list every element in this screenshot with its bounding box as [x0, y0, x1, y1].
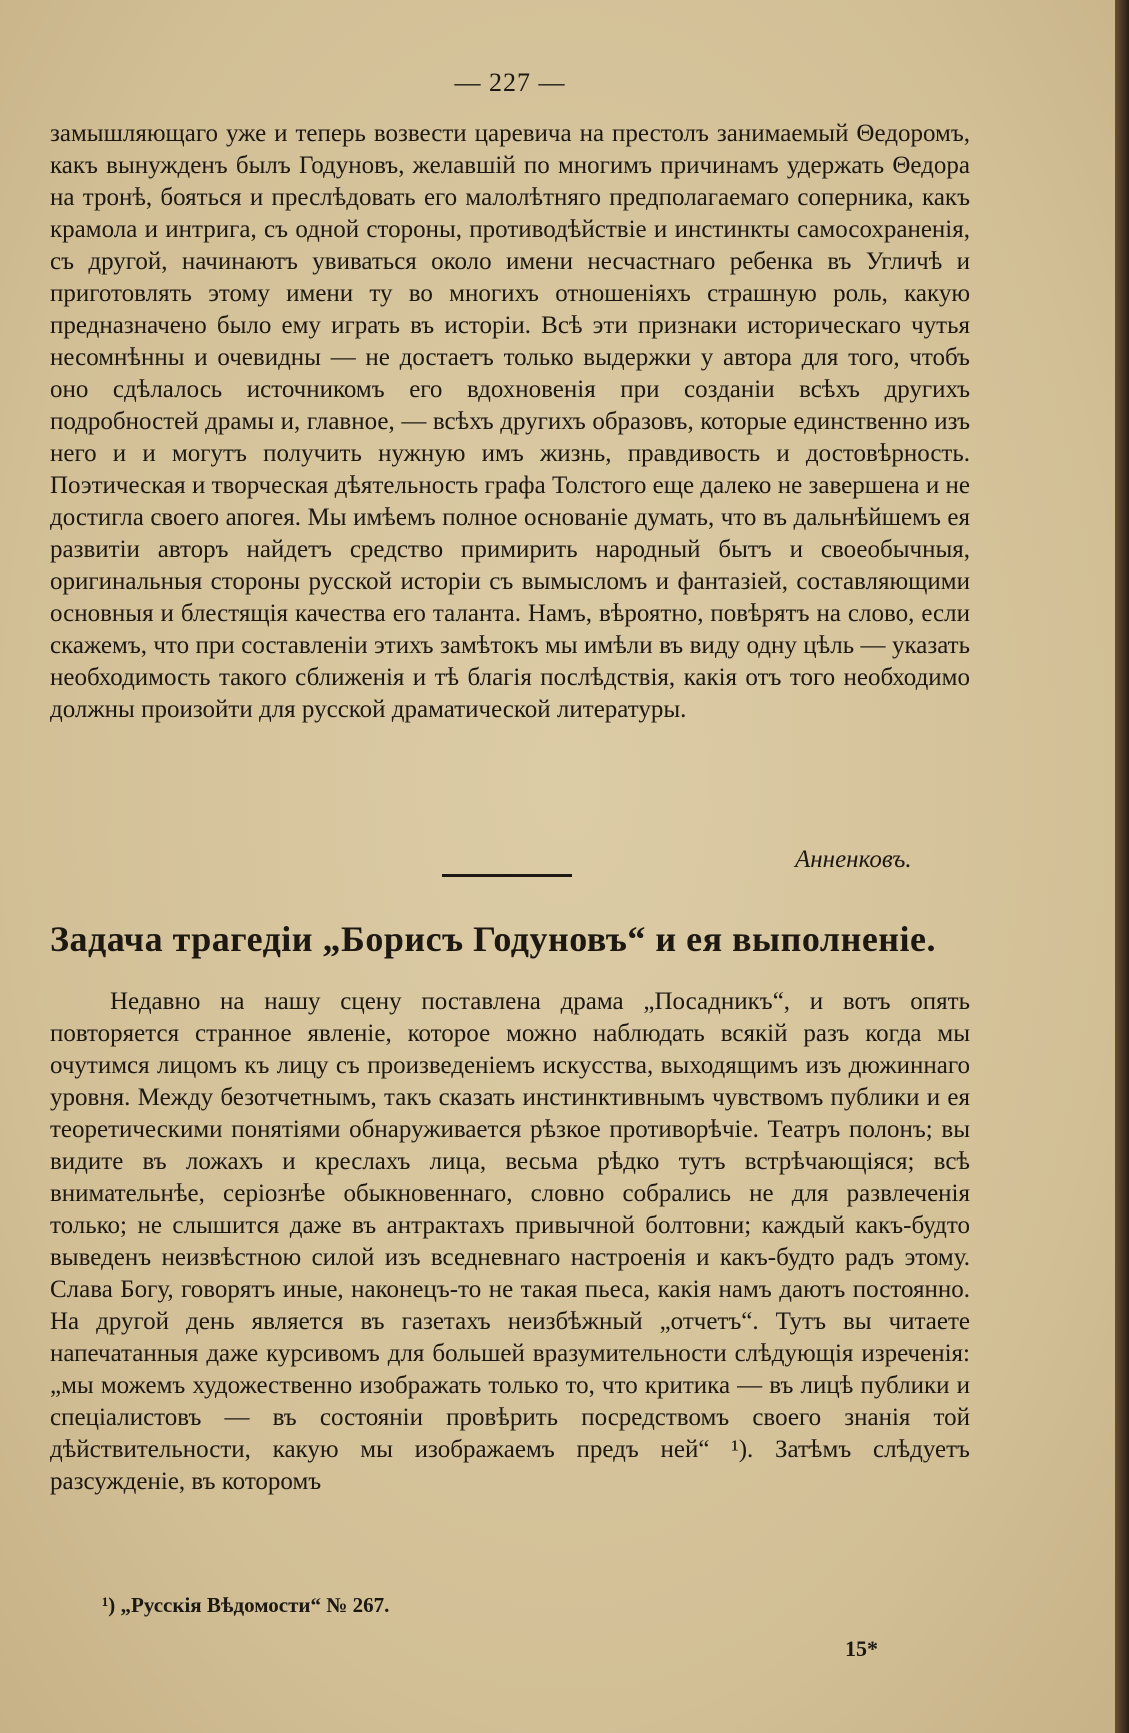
page-number: — 227 —	[454, 68, 566, 97]
paragraph-continuation: замышляющаго уже и теперь возвести царевича на престолъ занимаемый Θедоромъ, какъ вынужденъ былъ Годуновъ, желавшій по многимъ причинамъ удержать Θедора на тронѣ, бояться и преслѣдовать его малолѣтняго предполагаемаго соперника, какъ крамола и интрига, съ одной стороны, противодѣйствіе и инстинкты самосохраненія, съ другой, начинаютъ увиваться около имени несчастнаго ребенка въ Угличѣ и приготовлять этому имени ту во многихъ отношеніяхъ страшную роль, какую предназначено было ему играть въ исторіи. Всѣ эти признаки историческаго чутья несомнѣнны и очевидны — не достаетъ только выдержки у автора для того, чтобъ оно сдѣлалось источникомъ его вдохновенія при созданіи всѣхъ другихъ подробностей драмы и, главное, — всѣхъ другихъ образовъ, которые единственно изъ него и и могутъ получить нужную имъ жизнь, правдивость и достовѣрность. Поэтическая и творческая дѣятельность графа Толстого еще далеко не завершена и не достигла своего апогея. Мы имѣемъ полное основаніе думать, что въ дальнѣйшемъ ея развитіи авторъ найдетъ средство примирить народный бытъ и своеобычныя, оригинальныя стороны русской исторіи съ вымысломъ и фантазіей, составляющими основныя и блестящія качества его таланта. Намъ, вѣроятно, повѣрятъ на слово, если скажемъ, что при составленіи этихъ замѣтокъ мы имѣли въ виду одну цѣль — указать необходимость такого сближенія и тѣ благія послѣдствія, какія отъ того необходимо должны произойти для русской драматической литературы.	[50, 120, 970, 723]
printer-signature-mark: 15*	[845, 1636, 878, 1661]
section-heading: Задача трагедіи „Борисъ Годуновъ“ и ея выполненіе.	[50, 919, 937, 959]
section-divider	[442, 874, 572, 877]
paragraph-section: Недавно на нашу сцену поставлена драма „Посадникъ“, и вотъ опять повторяется странное явленіе, которое можно наблюдать всякій разъ когда мы очутимся лицомъ къ лицу съ произведеніемъ искусства, выходящимъ изъ дюжиннаго уровня. Между безотчетнымъ, такъ сказать инстинктивнымъ чувствомъ публики и ея теоретическими понятіями обнаруживается рѣзкое противорѣчіе. Театръ полонъ; вы видите въ ложахъ и креслахъ лица, весьма рѣдко тутъ встрѣчающіяся; всѣ внимательнѣе, серіознѣе обыкновеннаго, словно собрались не для развлеченія только; не слышится даже въ антрактахъ привычной болтовни; каждый какъ-будто выведенъ неизвѣстною силой изъ вседневнаго настроенія и какъ-будто радъ этому. Слава Богу, говорятъ иные, наконецъ-то не такая пьеса, какія намъ даютъ постоянно. На другой день является въ газетахъ неизбѣжный „отчетъ“. Тутъ вы читаете напечатанныя даже курсивомъ для большей вразумительности слѣдующія изреченія: „мы можемъ художественно изображать только то, что критика — въ лицѣ публики и спеціалистовъ — въ состояніи провѣрить посредствомъ своего знанія той дѣйствительности, какую мы изображаемъ предъ ней“ ¹). Затѣмъ слѣдуетъ разсужденіе, въ которомъ	[50, 988, 970, 1495]
footnote: ¹) „Русскія Вѣдомости“ № 267.	[102, 1593, 390, 1617]
author-signature: Анненковъ.	[795, 846, 912, 873]
page-edge	[1115, 0, 1129, 1733]
